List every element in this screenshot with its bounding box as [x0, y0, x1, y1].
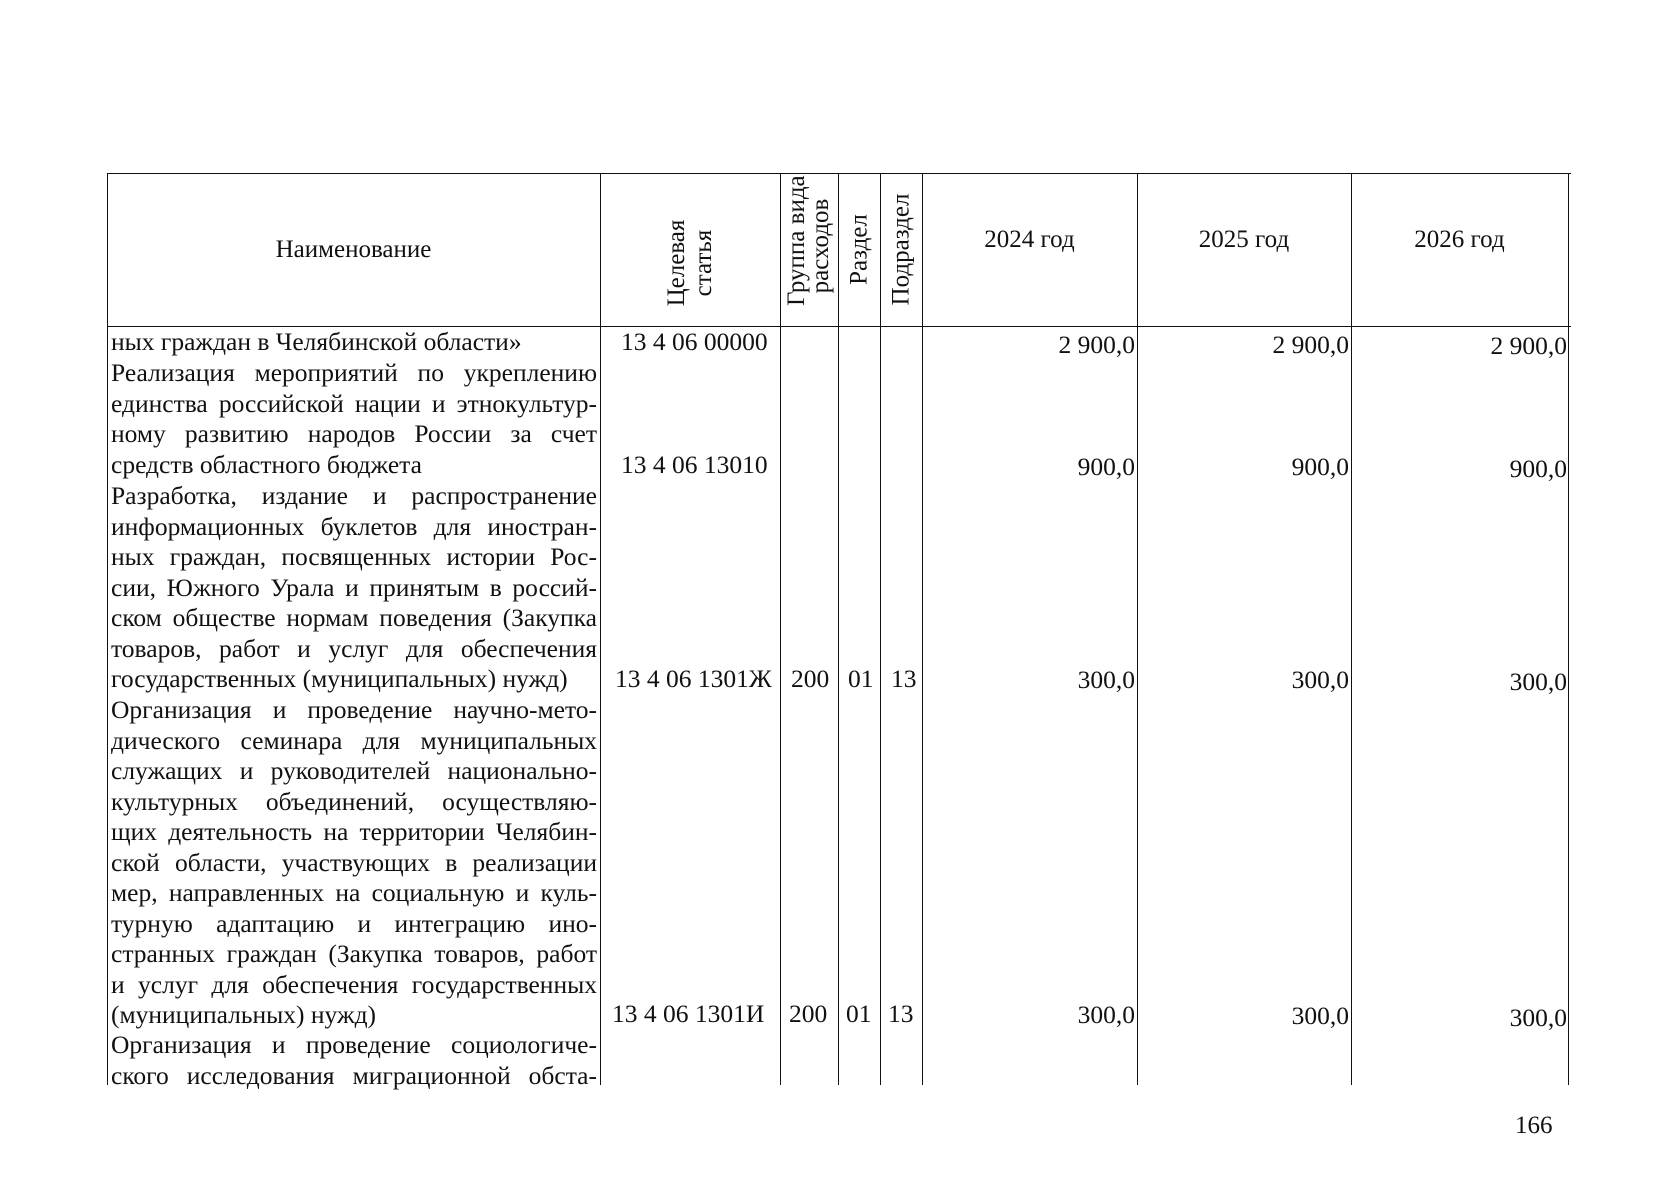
row-value-2025: 300,0: [1291, 1001, 1349, 1030]
col-border-target: [780, 173, 781, 1085]
row-name: Разработка, издание и распространение информационных буклетов для иностран- ных граждан, посвященных истории Рос- сии, Южного Урала и принятым в россий- ском обществе нормам поведения (Закупка товаров, работ и услуг для обеспечения государственных (муниципальных) нужд): [111, 481, 597, 693]
row-section: 01: [848, 664, 874, 693]
col-border-left: [107, 173, 108, 1085]
row-value-2026: 2 900,0: [1490, 331, 1567, 360]
row-value-2026: 300,0: [1509, 1003, 1567, 1032]
row-value-2025: 300,0: [1291, 665, 1349, 694]
header-target-article: Целевая статья: [663, 219, 717, 307]
row-value-2026: 300,0: [1509, 667, 1567, 696]
row-target-article: 13 4 06 1301И: [612, 999, 765, 1028]
row-name: Организация и проведение научно-мето- дического семинара для муниципальных служащих и руководителей национально- культурных объединений, осуществляю- щих деятельность на территории Челябин- ской области, участвующих в реализации мер, направленных на социальную и куль- турную адаптацию и интеграцию ино- странных граждан (Закупка товаров, работ и услуг для обеспечения государственных (муниципальных) нужд): [111, 695, 597, 1029]
row-value-2024: 300,0: [1077, 665, 1135, 694]
row-target-article: 13 4 06 13010: [621, 450, 768, 479]
col-border-2025: [1351, 173, 1352, 1085]
col-border-right: [1568, 173, 1569, 1085]
header-expense-group: Группа вида расходов: [783, 175, 834, 306]
row-expense-group: 200: [791, 664, 830, 693]
header-year-2024: 2024 год: [984, 226, 1075, 253]
row-value-2024: 2 900,0: [1058, 330, 1135, 359]
row-target-article: 13 4 06 1301Ж: [615, 664, 772, 693]
header-name: Наименование: [275, 236, 432, 263]
col-border-subsection: [922, 173, 923, 1085]
row-name: Организация и проведение социологиче- ского исследования миграционной обста-: [111, 1030, 597, 1090]
col-border-name: [600, 173, 601, 1085]
header-section: Раздел: [845, 214, 873, 285]
row-value-2024: 300,0: [1077, 1000, 1135, 1029]
row-target-article: 13 4 06 00000: [621, 327, 768, 356]
row-expense-group: 200: [789, 999, 828, 1028]
row-subsection: 13: [891, 664, 917, 693]
row-name: ных граждан в Челябинской области»: [111, 327, 522, 356]
row-name: Реализация мероприятий по укреплению единства российской нации и этнокультур- ному развитию народов России за счет средств областного бюджета: [111, 358, 597, 479]
col-border-group: [838, 173, 839, 1085]
row-value-2024: 900,0: [1077, 452, 1135, 481]
row-subsection: 13: [888, 999, 914, 1028]
page-number: 166: [1515, 1112, 1553, 1139]
col-border-section: [880, 173, 881, 1085]
row-value-2025: 900,0: [1291, 452, 1349, 481]
header-year-2025: 2025 год: [1198, 226, 1290, 253]
col-border-2024: [1137, 173, 1138, 1085]
row-value-2025: 2 900,0: [1272, 330, 1349, 359]
row-section: 01: [846, 999, 872, 1028]
header-subsection: Подраздел: [887, 193, 915, 306]
header-year-2026: 2026 год: [1414, 226, 1505, 253]
row-value-2026: 900,0: [1509, 454, 1567, 483]
